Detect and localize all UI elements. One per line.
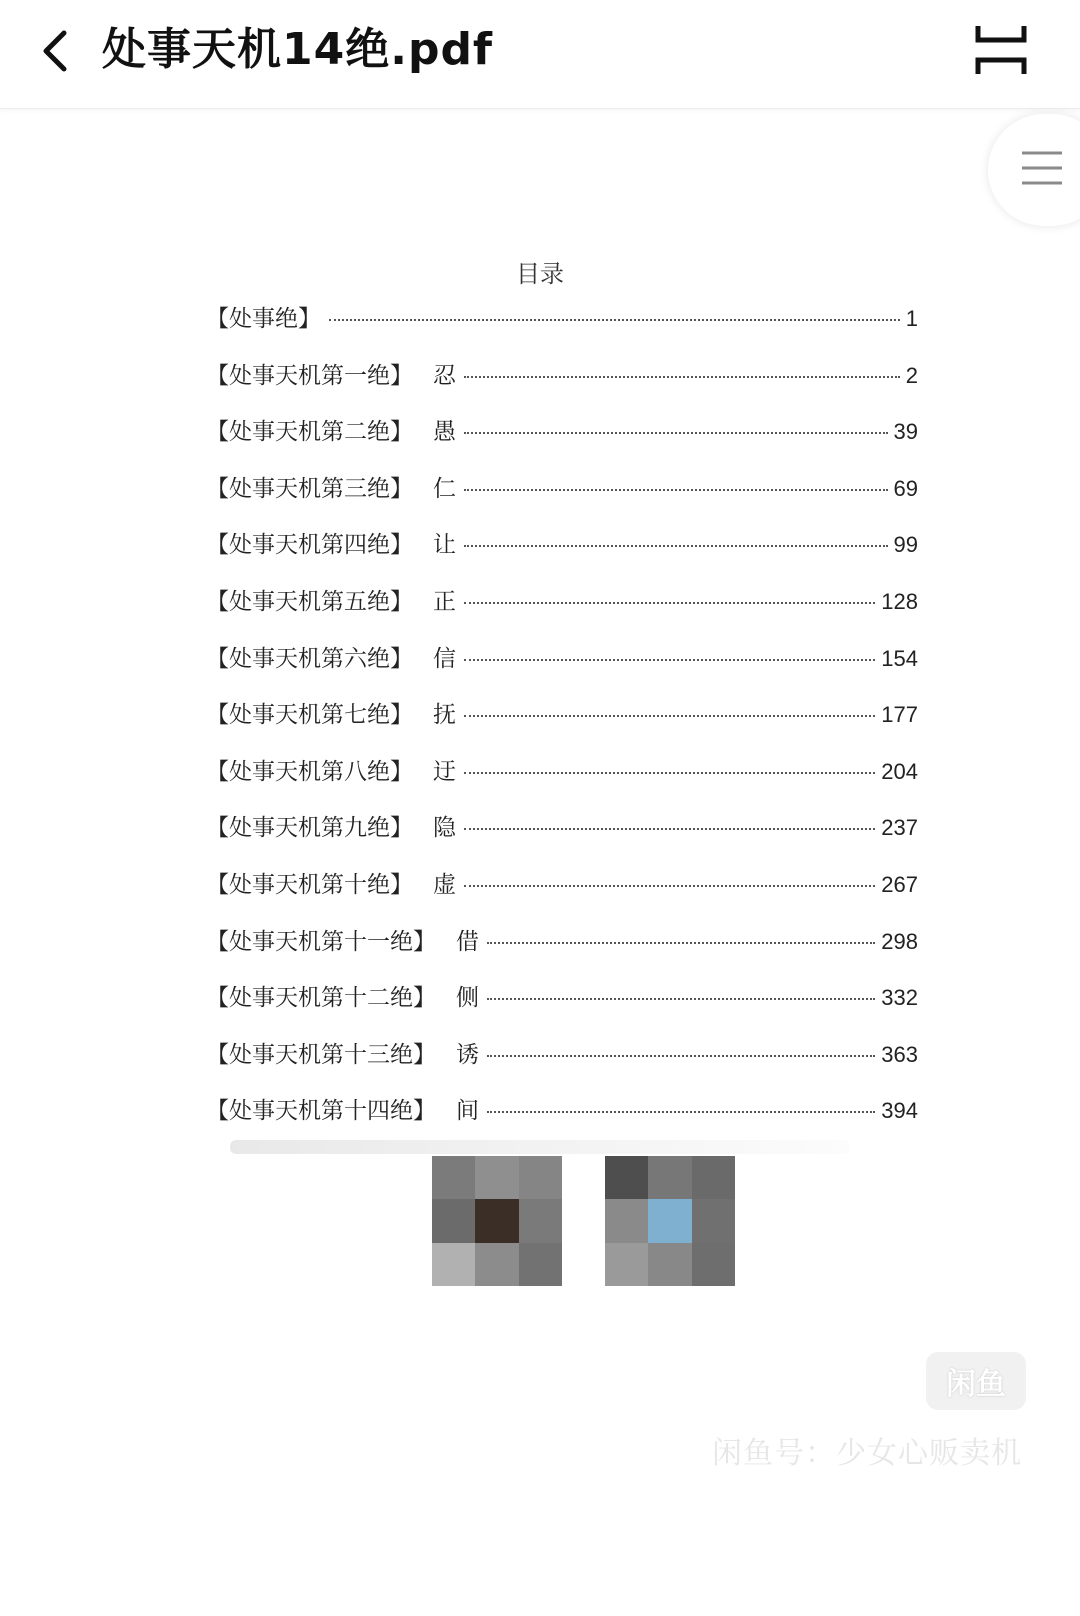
toc-entry-title: 【处事天机第八绝】	[206, 758, 413, 785]
toc-leader-dots	[464, 376, 900, 378]
toc-leader-dots	[464, 715, 875, 717]
toc-entry-keyword: 借	[456, 928, 479, 955]
toc-entry-page: 154	[881, 645, 918, 671]
toc-entry-title: 【处事天机第四绝】	[206, 532, 413, 559]
exit-fullscreen-button[interactable]	[972, 22, 1030, 78]
toc-entry-page: 99	[893, 532, 918, 558]
watermark-logo	[926, 1352, 1026, 1410]
toc-entry[interactable]	[206, 357, 918, 414]
toc-entry-keyword: 抚	[433, 702, 456, 729]
toc-entry-page: 2	[905, 362, 918, 388]
toc-entry-page: 39	[893, 419, 918, 445]
watermark-text: 闲鱼号：少女心贩卖机	[712, 1436, 1022, 1471]
mosaic-cell	[692, 1199, 735, 1242]
mosaic-cell	[605, 1243, 648, 1286]
pixelated-image-left	[432, 1156, 562, 1286]
toc-entry-page: 363	[881, 1041, 918, 1067]
toc-entry-title: 【处事天机第九绝】	[206, 815, 413, 842]
mosaic-cell	[692, 1156, 735, 1199]
toc-leader-dots	[464, 828, 875, 830]
toc-entry-page: 394	[881, 1098, 918, 1124]
mosaic-cell	[432, 1156, 475, 1199]
toc-entry-page: 128	[881, 588, 918, 614]
toc-entry-page: 69	[893, 475, 918, 501]
toc-entry[interactable]	[206, 696, 918, 753]
toc-entry-title: 【处事绝】	[206, 306, 321, 332]
mosaic-cell	[475, 1199, 518, 1242]
back-button[interactable]	[28, 24, 82, 78]
mosaic-cell	[475, 1156, 518, 1199]
toc-entry[interactable]	[206, 979, 918, 1036]
toc-leader-dots	[487, 998, 875, 1000]
toc-entry-keyword: 愚	[433, 419, 456, 446]
toc-entry-keyword: 虚	[433, 871, 456, 898]
toc-leader-dots	[464, 489, 888, 491]
toc-entry-title: 【处事天机第十三绝】	[206, 1041, 436, 1068]
toc-entry[interactable]	[206, 753, 918, 810]
mosaic-cell	[648, 1243, 691, 1286]
mosaic-cell	[648, 1156, 691, 1199]
toc-entry[interactable]	[206, 526, 918, 583]
toc-leader-dots	[464, 545, 888, 547]
toc-entry-page: 177	[881, 702, 918, 728]
toc-entry[interactable]	[206, 640, 918, 697]
mosaic-cell	[648, 1199, 691, 1242]
toc-entry[interactable]	[206, 300, 918, 357]
toc-entry-title: 【处事天机第六绝】	[206, 645, 413, 672]
toc-heading: 目录	[516, 260, 564, 288]
mosaic-cell	[692, 1243, 735, 1286]
toc-entry-title: 【处事天机第二绝】	[206, 419, 413, 446]
mosaic-cell	[519, 1156, 562, 1199]
exit-fullscreen-icon	[972, 22, 1030, 78]
toc-leader-dots	[487, 1055, 875, 1057]
toc-leader-dots	[464, 659, 875, 661]
top-bar	[0, 0, 1080, 109]
toc-leader-dots	[464, 432, 888, 434]
mosaic-cell	[519, 1199, 562, 1242]
document-title: 处事天机14绝.pdf	[102, 24, 494, 75]
toc-leader-dots	[464, 885, 875, 887]
toc-entry[interactable]	[206, 1036, 918, 1093]
toc-entry-keyword: 信	[433, 645, 456, 672]
toc-entry-keyword: 仁	[433, 475, 456, 502]
toc-entry[interactable]	[206, 923, 918, 980]
mosaic-cell	[475, 1243, 518, 1286]
toc-entry-title: 【处事天机第十四绝】	[206, 1098, 436, 1125]
toc-leader-dots	[487, 1111, 875, 1113]
toc-entry-title: 【处事天机第七绝】	[206, 702, 413, 729]
toc-entry[interactable]	[206, 809, 918, 866]
toc-entry-title: 【处事天机第十一绝】	[206, 928, 436, 955]
mosaic-cell	[519, 1243, 562, 1286]
toc-entry-page: 204	[881, 758, 918, 784]
toc-leader-dots	[464, 772, 875, 774]
toc-entry[interactable]	[206, 413, 918, 470]
table-of-contents	[206, 300, 918, 1149]
toc-leader-dots	[464, 602, 875, 604]
toc-entry-title: 【处事天机第三绝】	[206, 475, 413, 502]
toc-leader-dots	[329, 319, 900, 321]
toc-entry-keyword: 正	[433, 588, 456, 615]
toc-entry-title: 【处事天机第一绝】	[206, 362, 413, 389]
mosaic-cell	[605, 1156, 648, 1199]
toc-entry-page: 298	[881, 928, 918, 954]
chevron-left-icon	[40, 29, 70, 73]
toc-entry-title: 【处事天机第十绝】	[206, 871, 413, 898]
toc-entry[interactable]	[206, 583, 918, 640]
toc-entry-page: 332	[881, 985, 918, 1011]
mosaic-cell	[432, 1243, 475, 1286]
watermark-logo-text: 闲鱼	[946, 1367, 1006, 1402]
toc-entry-keyword: 让	[433, 532, 456, 559]
toc-entry-keyword: 迂	[433, 758, 456, 785]
toc-entry[interactable]	[206, 866, 918, 923]
toc-entry-keyword: 诱	[456, 1041, 479, 1068]
toc-entry-page: 267	[881, 871, 918, 897]
mosaic-cell	[432, 1199, 475, 1242]
toc-entry-title: 【处事天机第十二绝】	[206, 985, 436, 1012]
faded-line	[230, 1140, 850, 1154]
toc-entry-title: 【处事天机第五绝】	[206, 588, 413, 615]
toc-entry[interactable]	[206, 470, 918, 527]
pdf-page[interactable]	[0, 108, 1080, 1616]
toc-entry-keyword: 侧	[456, 985, 479, 1012]
toc-entry-keyword: 忍	[433, 362, 456, 389]
pixelated-image-right	[605, 1156, 735, 1286]
toc-entry-page: 237	[881, 815, 918, 841]
toc-entry-keyword: 间	[456, 1098, 479, 1125]
toc-entry-keyword: 隐	[433, 815, 456, 842]
toc-entry-page: 1	[905, 306, 918, 331]
mosaic-cell	[605, 1199, 648, 1242]
toc-leader-dots	[487, 942, 875, 944]
